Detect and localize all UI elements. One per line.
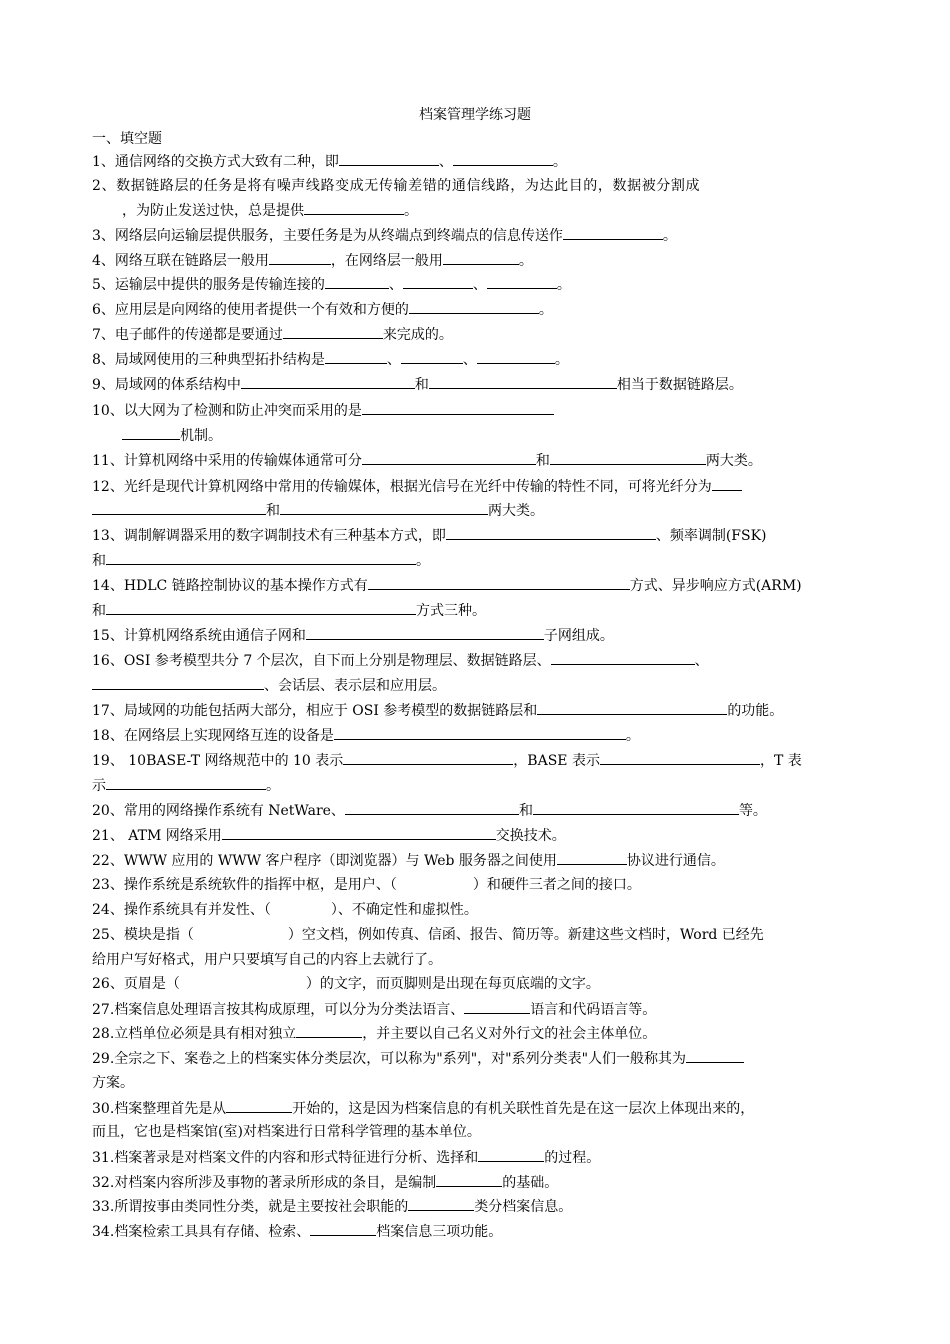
question-25-cont: [92, 950, 867, 970]
question-text: 示: [92, 778, 106, 794]
question-33: [92, 1196, 867, 1217]
answer-blank[interactable]: [446, 525, 656, 540]
question-text: 语言和代码语言等。: [530, 1002, 657, 1018]
question-text: 。: [554, 352, 569, 368]
question-12-cont: [92, 500, 867, 521]
question-13-cont: [92, 550, 867, 571]
answer-blank[interactable]: [401, 349, 463, 364]
answer-blank[interactable]: [122, 425, 180, 440]
answer-blank[interactable]: [429, 374, 617, 389]
question-18: [92, 725, 867, 746]
question-text: ）空文档，例如传真、信函、报告、简历等。新建这些文档时，Word 已经先: [287, 927, 764, 943]
question-text: 3、网络层向运输层提供服务，主要任务是为从终端点到终端点的信息传送作: [92, 228, 563, 244]
question-19: [92, 750, 867, 771]
question-text: 给用户写好格式，用户只要填写自己的内容上去就行了。: [92, 952, 442, 968]
answer-blank[interactable]: [477, 349, 555, 364]
answer-blank[interactable]: [222, 825, 496, 840]
question-text: 14、HDLC 链路控制协议的基本操作方式有: [92, 578, 368, 594]
question-text: 20、常用的网络操作系统有 NetWare、: [92, 803, 345, 819]
question-text: 协议进行通信。: [626, 853, 725, 869]
answer-blank[interactable]: [686, 1048, 744, 1063]
question-text: 。: [518, 253, 533, 269]
question-text: 7、电子邮件的传递都是要通过: [92, 327, 283, 343]
question-text: 方案。: [92, 1075, 134, 1091]
question-30: [92, 1098, 867, 1119]
question-19-cont: [92, 775, 867, 796]
answer-blank[interactable]: [464, 999, 530, 1014]
answer-blank[interactable]: [478, 1147, 544, 1162]
answer-blank[interactable]: [92, 675, 264, 690]
question-text: ，在网络层一般用: [330, 253, 443, 269]
question-7: [92, 324, 867, 345]
question-text: 机制。: [180, 428, 222, 444]
answer-blank[interactable]: [443, 250, 519, 265]
question-10-cont: [92, 425, 897, 446]
answer-blank[interactable]: [345, 800, 519, 815]
question-text: 5、运输层中提供的服务是传输连接的: [92, 277, 325, 293]
answer-blank[interactable]: [280, 500, 488, 515]
question-text: 32.对档案内容所涉及事物的著录所形成的条目，是编制: [92, 1175, 437, 1191]
question-26: [92, 974, 867, 994]
question-text: 、频率调制(FSK): [655, 528, 767, 544]
question-text: 。: [538, 302, 553, 318]
question-22: [92, 850, 867, 871]
question-1: [92, 151, 867, 172]
question-text: 8、局域网使用的三种典型拓扑结构是: [92, 352, 325, 368]
answer-blank[interactable]: [304, 200, 404, 215]
question-text: ，T 表: [759, 753, 802, 769]
question-text: 、: [388, 277, 403, 293]
answer-blank[interactable]: [487, 274, 557, 289]
answer-blank[interactable]: [241, 374, 415, 389]
question-11: [92, 450, 867, 471]
answer-blank[interactable]: [600, 750, 760, 765]
question-text: 而且，它也是档案馆(室)对档案进行日常科学管理的基本单位。: [92, 1124, 481, 1140]
question-text: 两大类。: [488, 503, 544, 519]
question-29-cont: [92, 1073, 867, 1093]
question-4: [92, 250, 867, 271]
question-text: 9、局域网的体系结构中: [92, 377, 241, 393]
question-15: [92, 625, 867, 646]
question-32: [92, 1172, 867, 1193]
question-20: [92, 800, 867, 821]
page-title: 档案管理学练习题: [419, 107, 531, 123]
question-text: 28.立档单位必须是具有相对独立: [92, 1026, 297, 1042]
question-text: 26、页眉是（: [92, 976, 180, 992]
question-text: 和: [518, 803, 533, 819]
question-text: 的功能。: [727, 703, 784, 719]
answer-blank[interactable]: [362, 400, 554, 415]
question-6: [92, 299, 867, 320]
question-text: 、: [694, 653, 709, 669]
question-text: 30.档案整理首先是从: [92, 1101, 227, 1117]
question-8: [92, 349, 867, 370]
question-text: 24、操作系统具有并发性、（: [92, 902, 271, 918]
question-text: 21、 ATM 网络采用: [92, 828, 222, 844]
answer-blank[interactable]: [550, 450, 706, 465]
question-text: 25、模块是指（: [92, 927, 194, 943]
question-text: 和: [92, 553, 106, 569]
question-text: 和: [535, 453, 550, 469]
answer-blank[interactable]: [106, 550, 416, 565]
answer-blank[interactable]: [436, 1172, 502, 1187]
question-30-cont: [92, 1122, 867, 1142]
question-text: 子网组成。: [543, 628, 614, 644]
answer-blank[interactable]: [368, 575, 630, 590]
question-21: [92, 825, 867, 846]
answer-blank[interactable]: [334, 725, 626, 740]
answer-blank[interactable]: [226, 1098, 292, 1113]
question-text: 的基础。: [502, 1175, 559, 1191]
question-16-cont: [92, 675, 867, 696]
question-27: [92, 999, 867, 1020]
question-text: 33.所谓按事由类同性分类，就是主要按社会职能的: [92, 1199, 409, 1215]
question-14-cont: [92, 600, 867, 621]
question-text: 交换技术。: [495, 828, 566, 844]
question-text: ）和硬件三者之间的接口。: [472, 877, 641, 893]
question-text: 31.档案著录是对档案文件的内容和形式特征进行分析、选择和: [92, 1150, 479, 1166]
question-17: [92, 700, 867, 721]
question-25: [92, 925, 867, 945]
question-text: 15、计算机网络系统由通信子网和: [92, 628, 306, 644]
question-text: 29.全宗之下、案卷之上的档案实体分类层次，可以称为"系列"，对"系列分类表"人们一般称其为: [92, 1051, 687, 1067]
question-text: 23、操作系统是系统软件的指挥中枢，是用户、（: [92, 877, 397, 893]
answer-blank[interactable]: [92, 500, 266, 515]
question-text: 档案信息三项功能。: [376, 1224, 503, 1240]
question-24: [92, 900, 867, 920]
question-text: 开始的，这是因为档案信息的有机关联性首先是在这一层次上体现出来的，: [292, 1101, 755, 1117]
question-text: 和: [266, 503, 280, 519]
question-text: 17、局域网的功能包括两大部分，相应于 OSI 参考模型的数据链路层和: [92, 703, 538, 719]
question-text: 。: [662, 228, 677, 244]
answer-blank[interactable]: [106, 775, 266, 790]
answer-blank[interactable]: [339, 151, 439, 166]
answer-blank[interactable]: [533, 800, 739, 815]
question-text: 、: [472, 277, 487, 293]
question-text: ）的文字，而页脚则是出现在每页底端的文字。: [305, 976, 600, 992]
question-text: ）、不确定性和虚拟性。: [330, 902, 478, 918]
question-text: 。: [404, 203, 418, 219]
question-29: [92, 1048, 867, 1069]
question-34: [92, 1221, 867, 1242]
question-text: 4、网络互联在链路层一般用: [92, 253, 269, 269]
question-text: 13、调制解调器采用的数字调制技术有三种基本方式，即: [92, 528, 446, 544]
question-text: 11、计算机网络中采用的传输媒体通常可分: [92, 453, 362, 469]
question-text: 、会话层、表示层和应用层。: [264, 678, 446, 694]
question-text: 18、在网络层上实现网络互连的设备是: [92, 728, 334, 744]
question-12: [92, 476, 867, 497]
question-text: 类分档案信息。: [474, 1199, 573, 1215]
answer-blank[interactable]: [537, 700, 727, 715]
question-text: 。: [556, 277, 571, 293]
question-text: 、: [462, 352, 477, 368]
answer-blank[interactable]: [362, 450, 536, 465]
question-text: 两大类。: [705, 453, 762, 469]
question-16: [92, 650, 867, 671]
question-text: 方式三种。: [416, 603, 486, 619]
section-heading: 一、填空题: [92, 131, 162, 147]
answer-blank[interactable]: [408, 1196, 474, 1211]
question-text: 。: [266, 778, 280, 794]
question-text: 、: [386, 352, 401, 368]
question-13: [92, 525, 867, 546]
question-2: [92, 176, 867, 196]
question-text: 16、OSI 参考模型共分 7 个层次，自下而上分别是物理层、数据链路层、: [92, 653, 551, 669]
answer-blank[interactable]: [106, 600, 416, 615]
answer-blank[interactable]: [551, 650, 695, 665]
question-text: 。: [552, 154, 567, 170]
answer-blank[interactable]: [306, 625, 544, 640]
answer-blank[interactable]: [712, 476, 742, 491]
answer-blank[interactable]: [325, 274, 389, 289]
question-text: 、: [438, 154, 453, 170]
answer-blank[interactable]: [343, 750, 513, 765]
question-text: ，BASE 表示: [513, 753, 600, 769]
answer-blank[interactable]: [310, 1221, 376, 1236]
question-31: [92, 1147, 867, 1168]
question-10: [92, 400, 867, 421]
question-text: 。: [416, 553, 430, 569]
question-text: 22、WWW 应用的 WWW 客户程序（即浏览器）与 Web 服务器之间使用: [92, 853, 557, 869]
question-2-cont: [92, 200, 897, 221]
answer-blank[interactable]: [296, 1023, 362, 1038]
question-3: [92, 225, 867, 246]
question-text: 和: [92, 603, 106, 619]
question-text: 10、以大网为了检测和防止冲突而采用的是: [92, 403, 362, 419]
question-text: 12、光纤是现代计算机网络中常用的传输媒体，根据光信号在光纤中传输的特性不同，可将光纤分为: [92, 479, 712, 495]
question-14: [92, 575, 867, 596]
question-text: 2、数据链路层的任务是将有噪声线路变成无传输差错的通信线路，为达此目的，数据被分割成: [92, 178, 701, 194]
answer-blank[interactable]: [557, 850, 627, 865]
question-23: [92, 875, 867, 895]
question-text: 1、通信网络的交换方式大致有二种，即: [92, 154, 339, 170]
question-text: 来完成的。: [382, 327, 453, 343]
answer-blank[interactable]: [563, 225, 663, 240]
answer-blank[interactable]: [409, 299, 539, 314]
question-text: 27.档案信息处理语言按其构成原理，可以分为分类法语言、: [92, 1002, 465, 1018]
question-text: 的过程。: [544, 1150, 601, 1166]
question-text: 相当于数据链路层。: [616, 377, 743, 393]
question-text: 等。: [738, 803, 767, 819]
question-text: ，并主要以自己名义对外行文的社会主体单位。: [362, 1026, 657, 1042]
question-5: [92, 274, 867, 295]
question-28: [92, 1023, 867, 1044]
answer-blank[interactable]: [269, 250, 331, 265]
answer-blank[interactable]: [325, 349, 387, 364]
answer-blank[interactable]: [403, 274, 473, 289]
question-text: 34.档案检索工具具有存储、检索、: [92, 1224, 311, 1240]
question-text: 6、应用层是向网络的使用者提供一个有效和方便的: [92, 302, 409, 318]
answer-blank[interactable]: [283, 324, 383, 339]
answer-blank[interactable]: [453, 151, 553, 166]
question-text: ，为防止发送过快，总是提供: [122, 203, 304, 219]
question-text: 。: [625, 728, 640, 744]
question-text: 19、 10BASE-T 网络规范中的 10 表示: [92, 753, 344, 769]
question-9: [92, 374, 867, 395]
question-text: 和: [414, 377, 429, 393]
question-text: 方式、异步响应方式(ARM): [629, 578, 802, 594]
